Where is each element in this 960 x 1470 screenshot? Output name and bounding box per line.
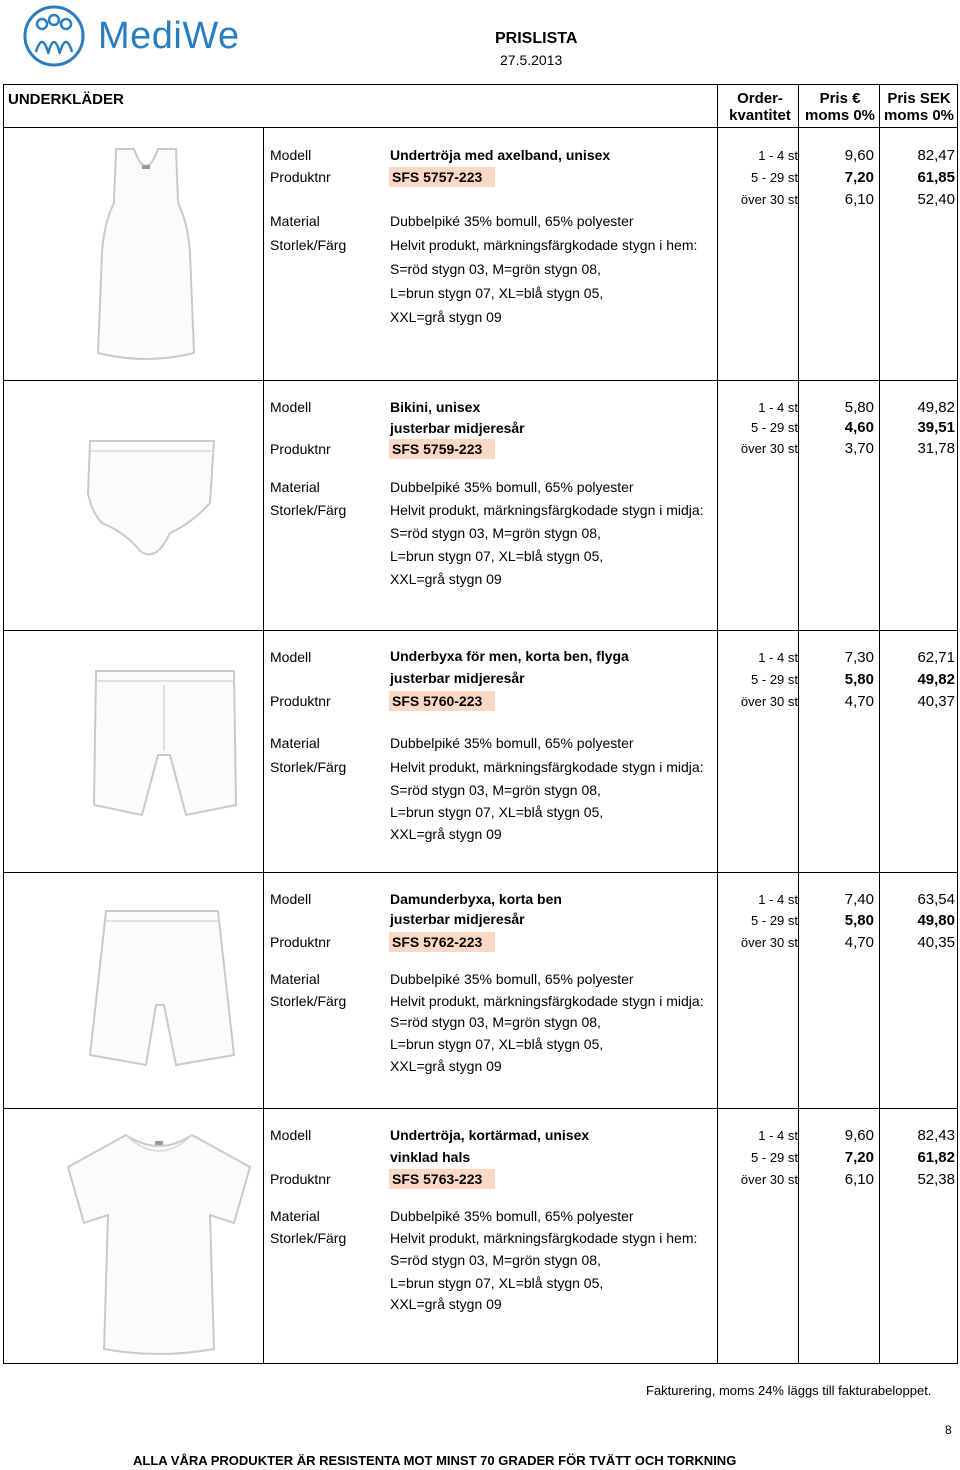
product-section [4,381,957,631]
price-eur: 4,70 [844,934,874,951]
model-label: Modell [270,649,312,665]
product-no-label: Produktnr [270,693,331,709]
document-date: 27.5.2013 [500,52,563,68]
table-header [4,85,957,128]
price-eur-heading-line2: moms 0% [804,107,876,124]
size-color-label: Storlek/Färg [270,502,347,518]
material-label: Material [270,479,320,495]
quantity-tier: 1 - 4 st [758,400,798,415]
size-color-line: L=brun stygn 07, XL=blå stygn 05, [390,804,604,820]
quantity-tier: över 30 st [740,441,798,456]
price-eur: 4,70 [844,693,874,710]
size-color-label: Storlek/Färg [270,759,347,775]
price-eur: 9,60 [844,1127,874,1144]
size-color-line: S=röd stygn 03, M=grön stygn 08, [390,782,601,798]
price-eur: 5,80 [844,399,874,416]
product-section [4,127,957,381]
document-title: PRISLISTA [495,30,578,47]
product-number: SFS 5762-223 [389,932,495,952]
invoice-note: Fakturering, moms 24% läggs till fakturabeloppet. [646,1383,932,1398]
price-sek: 52,40 [917,191,955,208]
price-eur: 7,20 [844,1149,874,1166]
quantity-tier: över 30 st [740,192,798,207]
quantity-tier: över 30 st [740,1172,798,1187]
product-number: SFS 5763-223 [389,1169,495,1189]
category-heading: UNDERKLÄDER [8,91,124,108]
material-value: Dubbelpiké 35% bomull, 65% polyester [390,213,634,229]
quantity-tier: 1 - 4 st [758,892,798,907]
product-section [4,631,957,873]
price-eur: 5,80 [844,912,874,929]
price-table [3,84,958,1364]
quantity-tier: över 30 st [740,935,798,950]
tank-top-image [86,143,206,365]
quantity-tier: 5 - 29 st [751,913,798,928]
price-eur-heading-line1: Pris € [819,90,861,107]
size-color-line: L=brun stygn 07, XL=blå stygn 05, [390,1036,604,1052]
price-eur-heading [800,90,880,124]
quantity-tier: 5 - 29 st [751,672,798,687]
material-value: Dubbelpiké 35% bomull, 65% polyester [390,971,634,987]
size-color-line: XXL=grå stygn 09 [390,826,502,842]
size-color-line: Helvit produkt, märkningsfärgkodade stygn i hem: [390,1230,698,1246]
material-value: Dubbelpiké 35% bomull, 65% polyester [390,735,634,751]
model-subtitle: justerbar midjeresår [390,670,525,686]
material-label: Material [270,1208,320,1224]
price-eur: 9,60 [844,147,874,164]
size-color-line: S=röd stygn 03, M=grön stygn 08, [390,261,601,277]
price-eur: 6,10 [844,1171,874,1188]
model-name: Bikini, unisex [390,399,481,415]
model-subtitle: justerbar midjeresår [390,420,525,436]
quantity-tier: 1 - 4 st [758,1128,798,1143]
price-sek: 31,78 [917,440,955,457]
model-subtitle: justerbar midjeresår [390,911,525,927]
price-sek: 40,35 [917,934,955,951]
price-eur: 5,80 [844,671,874,688]
size-color-line: Helvit produkt, märkningsfärgkodade stygn i hem: [390,237,698,253]
order-qty-heading: Order- kvantitet [729,90,791,124]
size-color-line: L=brun stygn 07, XL=blå stygn 05, [390,285,604,301]
product-section [4,873,957,1109]
brand-name: MediWe [98,14,240,57]
material-value: Dubbelpiké 35% bomull, 65% polyester [390,479,634,495]
model-name: Underbyxa för men, korta ben, flyga [390,648,629,664]
boxer-shorts-image [90,665,240,825]
product-number: SFS 5757-223 [389,167,495,187]
price-sek: 52,38 [917,1171,955,1188]
price-eur: 3,70 [844,440,874,457]
price-eur: 7,40 [844,891,874,908]
product-number: SFS 5759-223 [389,439,495,459]
model-name: Damunderbyxa, korta ben [390,891,562,907]
quantity-tier: 1 - 4 st [758,650,798,665]
brand-logo [22,4,240,68]
price-sek: 49,80 [917,912,955,929]
price-sek: 61,85 [917,169,955,186]
model-label: Modell [270,147,312,163]
size-color-line: Helvit produkt, märkningsfärgkodade stygn i midja: [390,993,704,1009]
quantity-tier: 5 - 29 st [751,170,798,185]
product-no-label: Produktnr [270,1171,331,1187]
size-color-line: S=röd stygn 03, M=grön stygn 08, [390,1014,601,1030]
material-label: Material [270,735,320,751]
footer-statement: ALLA VÅRA PRODUKTER ÄR RESISTENTA MOT MINST 70 GRADER FÖR TVÄTT OCH TORKNING [133,1453,737,1468]
t-shirt-image [64,1127,254,1359]
price-sek: 82,47 [917,147,955,164]
price-sek-heading-line2: moms 0% [883,107,955,124]
model-label: Modell [270,1127,312,1143]
women-shorts-image [84,905,240,1075]
size-color-line: XXL=grå stygn 09 [390,1296,502,1312]
size-color-line: L=brun stygn 07, XL=blå stygn 05, [390,1275,604,1291]
quantity-tier: över 30 st [740,694,798,709]
price-eur: 4,60 [844,419,874,436]
material-label: Material [270,971,320,987]
material-value: Dubbelpiké 35% bomull, 65% polyester [390,1208,634,1224]
size-color-line: Helvit produkt, märkningsfärgkodade stygn i midja: [390,502,704,518]
model-subtitle: vinklad hals [390,1149,471,1165]
model-label: Modell [270,891,312,907]
size-color-line: Helvit produkt, märkningsfärgkodade stygn i midja: [390,759,704,775]
price-sek-heading [880,90,958,124]
model-name: Undertröja, kortärmad, unisex [390,1127,590,1143]
size-color-line: XXL=grå stygn 09 [390,1058,502,1074]
size-color-label: Storlek/Färg [270,237,347,253]
size-color-line: S=röd stygn 03, M=grön stygn 08, [390,525,601,541]
price-sek: 39,51 [917,419,955,436]
quantity-tier: 5 - 29 st [751,1150,798,1165]
price-sek-heading-line1: Pris SEK [887,90,951,107]
product-number: SFS 5760-223 [389,691,495,711]
size-color-label: Storlek/Färg [270,1230,347,1246]
quantity-tier: 1 - 4 st [758,148,798,163]
size-color-label: Storlek/Färg [270,993,347,1009]
price-eur: 7,30 [844,649,874,666]
model-name: Undertröja med axelband, unisex [390,147,611,163]
quantity-tier: 5 - 29 st [751,420,798,435]
size-color-line: XXL=grå stygn 09 [390,309,502,325]
price-sek: 63,54 [917,891,955,908]
price-sek: 49,82 [917,671,955,688]
size-color-line: L=brun stygn 07, XL=blå stygn 05, [390,548,604,564]
product-no-label: Produktnr [270,169,331,185]
product-section [4,1109,957,1365]
page-number: 8 [945,1423,952,1437]
price-sek: 82,43 [917,1127,955,1144]
product-no-label: Produktnr [270,441,331,457]
mediwe-logo-icon [22,4,86,68]
size-color-line: XXL=grå stygn 09 [390,571,502,587]
size-color-line: S=röd stygn 03, M=grön stygn 08, [390,1252,601,1268]
briefs-image [82,433,222,563]
price-eur: 6,10 [844,191,874,208]
product-no-label: Produktnr [270,934,331,950]
price-sek: 49,82 [917,399,955,416]
model-label: Modell [270,399,312,415]
price-sek: 61,82 [917,1149,955,1166]
price-sek: 62,71 [917,649,955,666]
price-sek: 40,37 [917,693,955,710]
price-eur: 7,20 [844,169,874,186]
material-label: Material [270,213,320,229]
